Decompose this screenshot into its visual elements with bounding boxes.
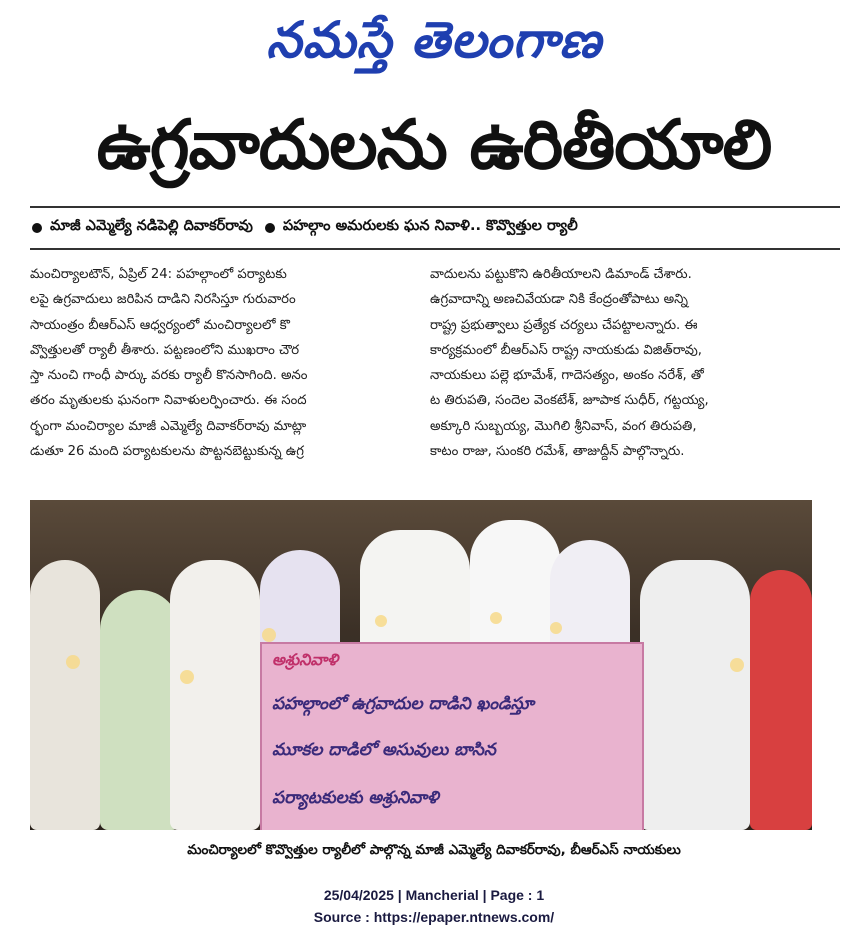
article-line: సాయంత్రం బీఆర్‌ఎస్‌ ఆధ్వర్యంలో మంచిర్యాలలో కొ <box>30 317 290 333</box>
person-figure <box>100 590 180 830</box>
page-footer <box>0 884 868 928</box>
banner-line: పహల్గాంలో ఉగ్రవాదుల దాడిని ఖండిస్తూ <box>272 694 534 714</box>
article-line: లపై ఉగ్రవాదులు జరిపిన దాడిని నిరసిస్తూ గురువారం <box>30 292 296 308</box>
rally-photo <box>30 500 812 830</box>
person-figure <box>170 560 260 830</box>
photo-caption: మంచిర్యాలలో కొవ్వొత్తుల ర్యాలీలో పాల్గొన్న మాజీ ఎమ్మెల్యే దివాకర్‌రావు, బీఆర్‌ఎస్‌ నాయకులు <box>187 842 681 858</box>
person-figure <box>750 570 812 830</box>
article-line: ర్భంగా మంచిర్యాల మాజీ ఎమ్మెల్యే దివాకర్‌రావు మాట్లా <box>30 418 307 434</box>
candle-light <box>66 655 80 669</box>
top-rule <box>30 206 840 208</box>
bottom-rule <box>30 248 840 250</box>
candle-light <box>490 612 502 624</box>
article-line: రాష్ట్ర ప్రభుత్వాలు ప్రత్యేక చర్యలు చేపట్టాలన్నారు. ఈ <box>430 317 698 333</box>
subheadline-1: మాజీ ఎమ్మెల్యే నడిపెల్లి దివాకర్‌రావు <box>50 218 253 234</box>
article-line: అక్కూరి సుబ్బయ్య, మొగిలి శ్రీనివాస్‌, వంగ తిరుపతి, <box>430 418 697 434</box>
candle-light <box>730 658 744 672</box>
article-line: వ్వొత్తులతో ర్యాలీ తీశారు. పట్టణంలోని ముఖరాం చౌర <box>30 342 300 358</box>
article-line: ట తిరుపతి, సందెల వెంకటేశ్‌, జూపాక సుధీర్‌, గట్టయ్య, <box>430 393 709 409</box>
banner-line: మూకల దాడిలో అసువులు బాసిన <box>272 740 496 760</box>
article-line: కాటం రాజు, సుంకరి రమేశ్‌, తాజుద్దీన్‌ పాల్గొన్నారు. <box>430 444 685 460</box>
candle-light <box>375 615 387 627</box>
footer-date-edition: 25/04/2025 | Mancherial | Page : 1 <box>323 887 545 903</box>
candle-light <box>550 622 562 634</box>
subheadline-2: పహల్గాం అమరులకు ఘన నివాళి.. కొవ్వొత్తుల ర్యాలీ <box>282 218 578 234</box>
article-column-right <box>430 262 814 464</box>
protest-banner <box>260 642 644 830</box>
bullet-icon <box>32 223 42 233</box>
article-line: డుతూ 26 మంది పర్యాటకులను పొట్టనబెట్టుకున్న ఉగ్ర <box>30 444 304 460</box>
person-figure <box>640 560 750 830</box>
bullet-icon <box>265 223 275 233</box>
person-figure <box>30 560 100 830</box>
article-headline: ఉగ్రవాదులను ఉరితీయాలి <box>96 106 772 185</box>
subheadline-bar <box>30 212 840 244</box>
article-line: ఉగ్రవాదాన్ని అణచివేయడా నికి కేంద్రంతోపాటు అన్ని <box>430 292 688 308</box>
newspaper-masthead: నమస్తే తెలంగాణ <box>266 10 602 69</box>
article-line: కార్యక్రమంలో బీఆర్‌ఎస్‌ రాష్ట్ర నాయకుడు విజిత్‌రావు, <box>430 342 702 358</box>
article-line: వాదులను పట్టుకొని ఉరితీయాలని డిమాండ్‌ చేశారు. <box>430 267 692 282</box>
article-line: మంచిర్యాలటౌన్‌, ఏప్రిల్‌ 24: పహల్గాంలో పర్యాటకు <box>30 267 287 282</box>
article-line: తరం మృతులకు ఘనంగా నివాళులర్పించారు. ఈ సంద <box>30 393 307 409</box>
article-line: స్తా నుంచి గాంధీ పార్కు వరకు ర్యాలీ కొనసాగింది. అనం <box>30 368 308 384</box>
article-column-left <box>30 262 414 464</box>
banner-title: అశ్రునివాళి <box>272 650 339 669</box>
candle-light <box>262 628 276 642</box>
footer-source: Source : https://epaper.ntnews.com/ <box>313 909 555 925</box>
article-line: నాయకులు పల్లె భూమేశ్‌, గాదెసత్యం, అంకం నరేశ్‌, తో <box>430 368 704 384</box>
banner-line: పర్యాటకులకు అశ్రునివాళి <box>272 788 439 808</box>
candle-light <box>180 670 194 684</box>
